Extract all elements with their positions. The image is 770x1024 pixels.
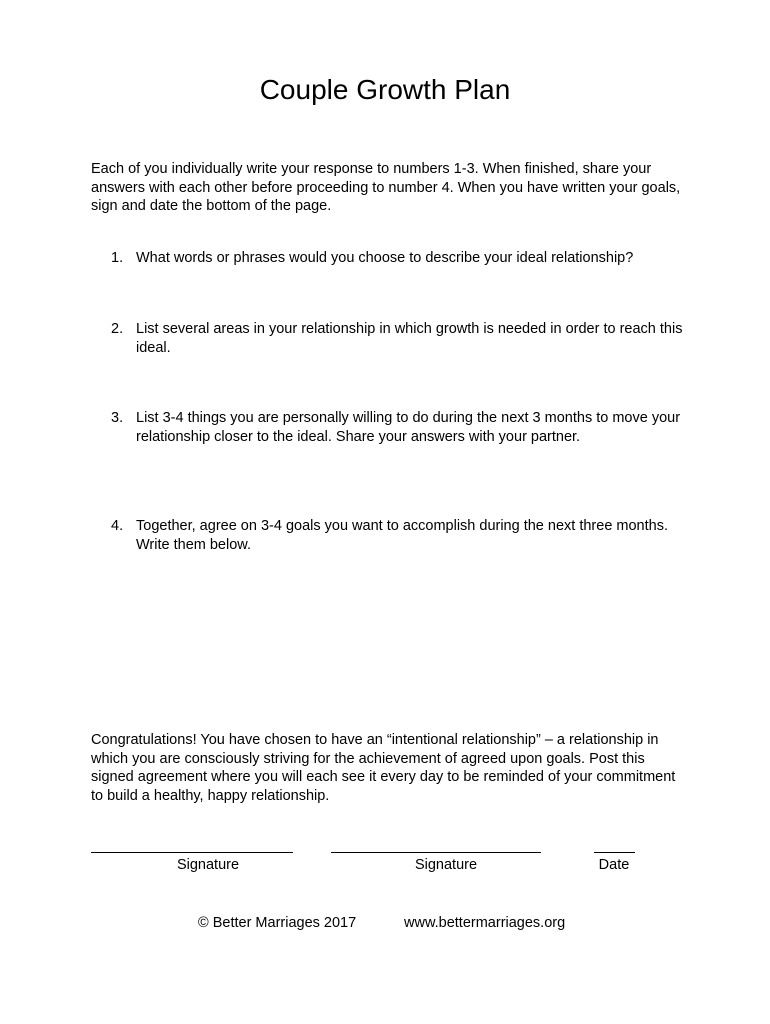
date-label: Date	[598, 857, 630, 873]
question-text: What words or phrases would you choose to describe your ideal relationship?	[136, 250, 634, 266]
question-number: 3.	[111, 410, 124, 426]
question-item-4	[111, 517, 691, 554]
signature-2-label: Signature	[414, 857, 478, 873]
footer-website-link[interactable]: www.bettermarriages.org	[404, 915, 566, 931]
question-text: List 3-4 things you are personally willing to do during the next 3 months to move your relationship closer to the ideal. Share your answers with your partner.	[136, 410, 681, 445]
signature-1-line[interactable]	[91, 852, 293, 853]
question-number: 2.	[111, 321, 124, 337]
signature-2-line[interactable]	[331, 852, 541, 853]
question-text: List several areas in your relationship in which growth is needed in order to reach this ideal.	[136, 321, 683, 356]
page-title: Couple Growth Plan	[259, 74, 511, 105]
footer-copyright: © Better Marriages 2017	[198, 915, 357, 931]
intro-paragraph: Each of you individually write your response to numbers 1-3. When finished, share your answers with each other before proceeding to number 4. When you have written your goals, sign and date the bottom of the page.	[91, 161, 681, 214]
question-item-1	[111, 249, 691, 268]
closing-paragraph: Congratulations! You have chosen to have an “intentional relationship” – a relationship in which you are consciously striving for the achievement of agreed upon goals. Post this signed agreement where you will each see it every day to be reminded of your commitment to build a healthy, happy relationship.	[91, 732, 676, 804]
question-number: 1.	[111, 250, 124, 266]
question-item-3	[111, 409, 691, 446]
question-number: 4.	[111, 518, 124, 534]
question-item-2	[111, 320, 691, 357]
question-text: Together, agree on 3-4 goals you want to accomplish during the next three months. Write them below.	[136, 518, 668, 553]
signature-1-label: Signature	[176, 857, 240, 873]
date-line[interactable]	[594, 852, 635, 853]
